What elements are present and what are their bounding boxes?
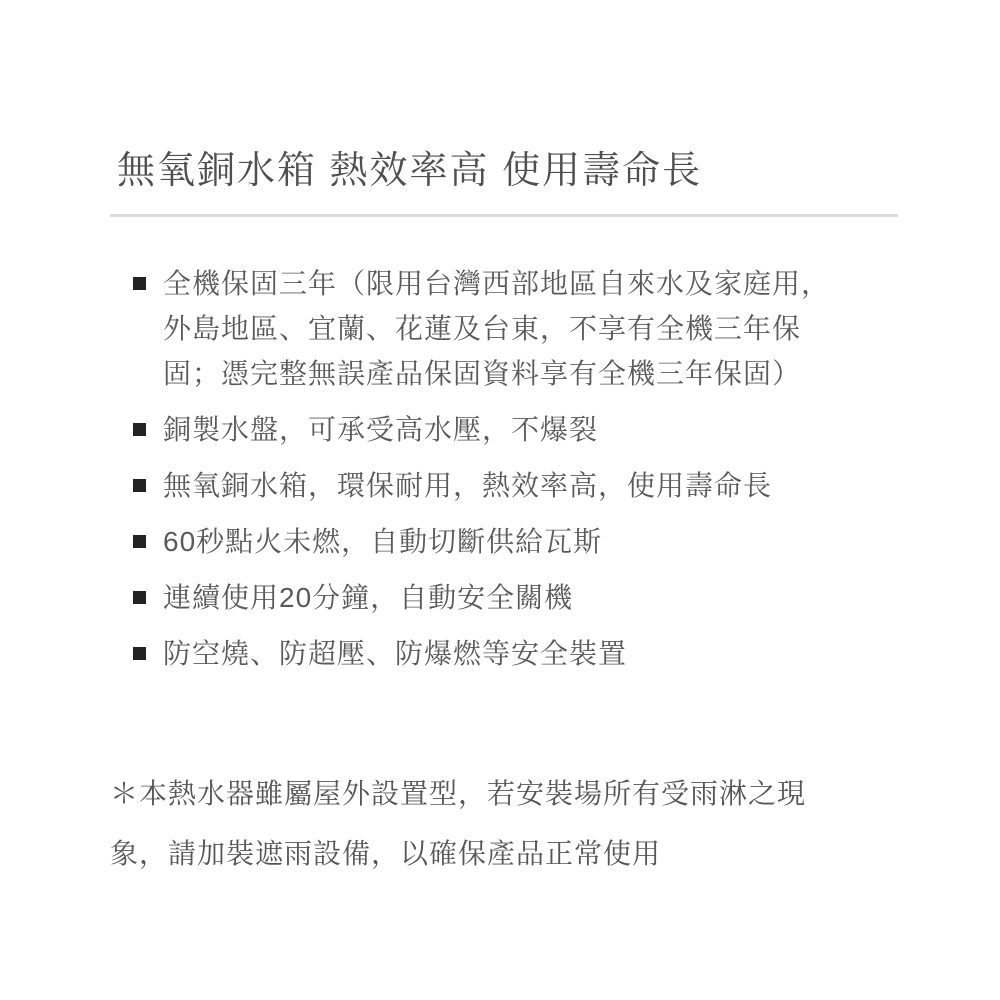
list-item bbox=[133, 631, 855, 676]
feature-list bbox=[133, 261, 855, 687]
list-item bbox=[133, 261, 855, 396]
list-item bbox=[133, 407, 855, 452]
feature-text: 銅製水盤，可承受高水壓，不爆裂 bbox=[163, 414, 599, 445]
square-bullet-icon bbox=[133, 479, 146, 492]
feature-text: 60秒點火未燃，自動切斷供給瓦斯 bbox=[163, 526, 603, 557]
square-bullet-icon bbox=[133, 647, 146, 660]
installation-footnote: ＊本熱水器雖屬屋外設置型，若安裝場所有受雨淋之現象，請加裝遮雨設備，以確保產品正常使用 bbox=[110, 778, 807, 869]
list-item bbox=[133, 575, 855, 620]
square-bullet-icon bbox=[133, 423, 146, 436]
list-item bbox=[133, 519, 855, 564]
feature-text: 連續使用20分鐘，自動安全關機 bbox=[163, 582, 574, 613]
square-bullet-icon bbox=[133, 277, 146, 290]
feature-text: 無氧銅水箱，環保耐用，熱效率高，使用壽命長 bbox=[163, 470, 773, 501]
feature-text: 防空燒、防超壓、防爆燃等安全裝置 bbox=[163, 638, 628, 669]
square-bullet-icon bbox=[133, 535, 146, 548]
feature-text: 全機保固三年（限用台灣西部地區自來水及家庭用，外島地區、宜蘭、花蓮及台東，不享有全機三年保固；憑完整無誤產品保固資料享有全機三年保固） bbox=[163, 268, 831, 389]
square-bullet-icon bbox=[133, 591, 146, 604]
page-title: 無氧銅水箱 熱效率高 使用壽命長 bbox=[117, 150, 703, 192]
list-item bbox=[133, 463, 855, 508]
title-divider bbox=[110, 214, 898, 217]
